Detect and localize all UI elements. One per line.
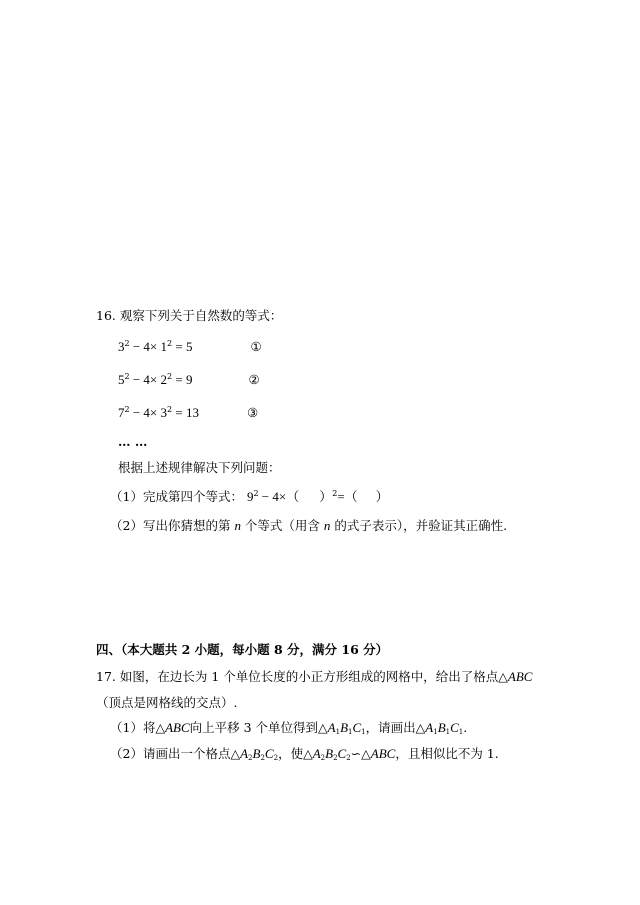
part1-base-exp: 2 — [253, 489, 259, 498]
q17p1-B1-sub: 1 — [348, 728, 353, 736]
q17p2-b: ，使△ — [278, 746, 313, 761]
q17p2-B2b: B — [325, 746, 334, 761]
q17p2-A2b-sub: 2 — [320, 754, 326, 762]
q17p2-C2b: C — [337, 746, 347, 761]
q17p2-C2b-sub: 2 — [346, 754, 351, 762]
q17p1-end: . — [463, 720, 468, 735]
q17p1-A1b-sub: 1 — [433, 728, 438, 736]
q17-text-a: 17. 如图，在边长为 1 个单位长度的小正方形组成的网格中，给出了格点△ — [96, 669, 508, 684]
q17p1-a: （1）将△ — [110, 720, 166, 735]
q17p2-B2-sub: 2 — [260, 754, 265, 762]
q17p2-A2-sub: 2 — [248, 754, 253, 762]
eq1-op: − 4× — [129, 339, 161, 354]
q17p1-B1b: B — [437, 720, 446, 735]
q17p2-A2: A — [240, 746, 249, 761]
q17-abc: ABC — [507, 669, 533, 684]
eq2-op: − 4× — [129, 372, 161, 387]
part2-n-1: n — [234, 518, 241, 533]
q17p2-a: （2）请画出一个格点△ — [110, 746, 241, 761]
q17p2-B2b-sub: 2 — [333, 754, 338, 762]
question-17-part-2 — [110, 746, 499, 762]
q17p1-b: 向上平移 3 个单位得到△ — [189, 720, 328, 735]
q17p1-A1: A — [327, 720, 336, 735]
eq1-b-exp: 2 — [167, 339, 173, 348]
part1-mid-exp: 2 — [332, 489, 338, 498]
eq3-number: ③ — [246, 405, 259, 420]
q17p2-C2-sub: 2 — [273, 754, 279, 762]
eq3-b-exp: 2 — [167, 405, 173, 414]
eq2-equals: = — [172, 372, 186, 387]
q17p1-c: ，请画出△ — [365, 720, 426, 735]
question-16-title: 16. 观察下列关于自然数的等式： — [96, 308, 283, 323]
question-16-part-2 — [110, 518, 507, 534]
eq1-equals: = — [172, 339, 186, 354]
part1-base: 9 — [246, 489, 254, 504]
q17p2-abc: ABC — [370, 746, 396, 761]
q17p2-C2: C — [264, 746, 274, 761]
eq2-rhs: 9 — [185, 372, 193, 387]
question-17-part-1 — [110, 720, 467, 736]
q17p2-B2: B — [252, 746, 261, 761]
eq2-a-exp: 2 — [124, 372, 130, 381]
question-17-line-2: （顶点是网格线的交点）. — [96, 695, 238, 710]
part2-text-a: （2）写出你猜想的第 — [110, 518, 235, 533]
part1-open: − 4×（ — [258, 489, 300, 504]
eq3-a: 7 — [118, 405, 125, 420]
eq2-a: 5 — [118, 372, 125, 387]
q17p1-A1-sub: 1 — [335, 728, 341, 736]
part2-text-c: 的式子表示），并验证其正确性. — [330, 518, 508, 533]
question-17-line-1 — [96, 669, 532, 685]
eq3-equals: = — [172, 405, 186, 420]
q17p1-abc: ABC — [165, 720, 190, 735]
eq1-a-exp: 2 — [124, 339, 130, 348]
eq1-b: 1 — [160, 339, 168, 354]
q17p1-C1: C — [352, 720, 362, 735]
eq3-a-exp: 2 — [124, 405, 130, 414]
q17p2-A2b: A — [312, 746, 321, 761]
part1-close: ） — [375, 489, 389, 504]
part1-eq: =（ — [337, 489, 358, 504]
eq1-number: ① — [250, 339, 262, 354]
eq3-rhs: 13 — [185, 405, 199, 420]
equation-3 — [118, 405, 258, 421]
equation-2 — [118, 372, 260, 388]
q17p1-C1b: C — [450, 720, 459, 735]
eq2-b-exp: 2 — [167, 372, 173, 381]
eq2-number: ② — [248, 372, 260, 387]
eq3-op: − 4× — [129, 405, 161, 420]
instruction-text: 根据上述规律解决下列问题： — [118, 460, 281, 475]
eq2-b: 2 — [160, 372, 168, 387]
ellipsis: … … — [118, 434, 148, 449]
q17p2-c: ，且相似比不为 1. — [395, 746, 499, 761]
q17p2-sim: ∽△ — [350, 746, 371, 761]
equation-1 — [118, 339, 262, 355]
eq1-a: 3 — [118, 339, 125, 354]
part2-text-b: 个等式（用含 — [240, 518, 324, 533]
q17p1-A1b: A — [425, 720, 434, 735]
eq1-rhs: 5 — [185, 339, 193, 354]
q17p1-B1: B — [340, 720, 349, 735]
part1-label: （1）完成第四个等式： — [110, 489, 243, 504]
question-16-part-1 — [110, 489, 389, 505]
section-4-header: 四、（本大题共 2 小题，每小题 8 分，满分 16 分） — [96, 642, 389, 657]
part2-n-2: n — [323, 518, 331, 533]
q17p1-B1b-sub: 1 — [445, 728, 451, 736]
part1-mid: ） — [319, 489, 333, 504]
q17p1-C1-sub: 1 — [361, 728, 366, 736]
q17p1-C1b-sub: 1 — [458, 728, 464, 736]
eq3-b: 3 — [160, 405, 168, 420]
